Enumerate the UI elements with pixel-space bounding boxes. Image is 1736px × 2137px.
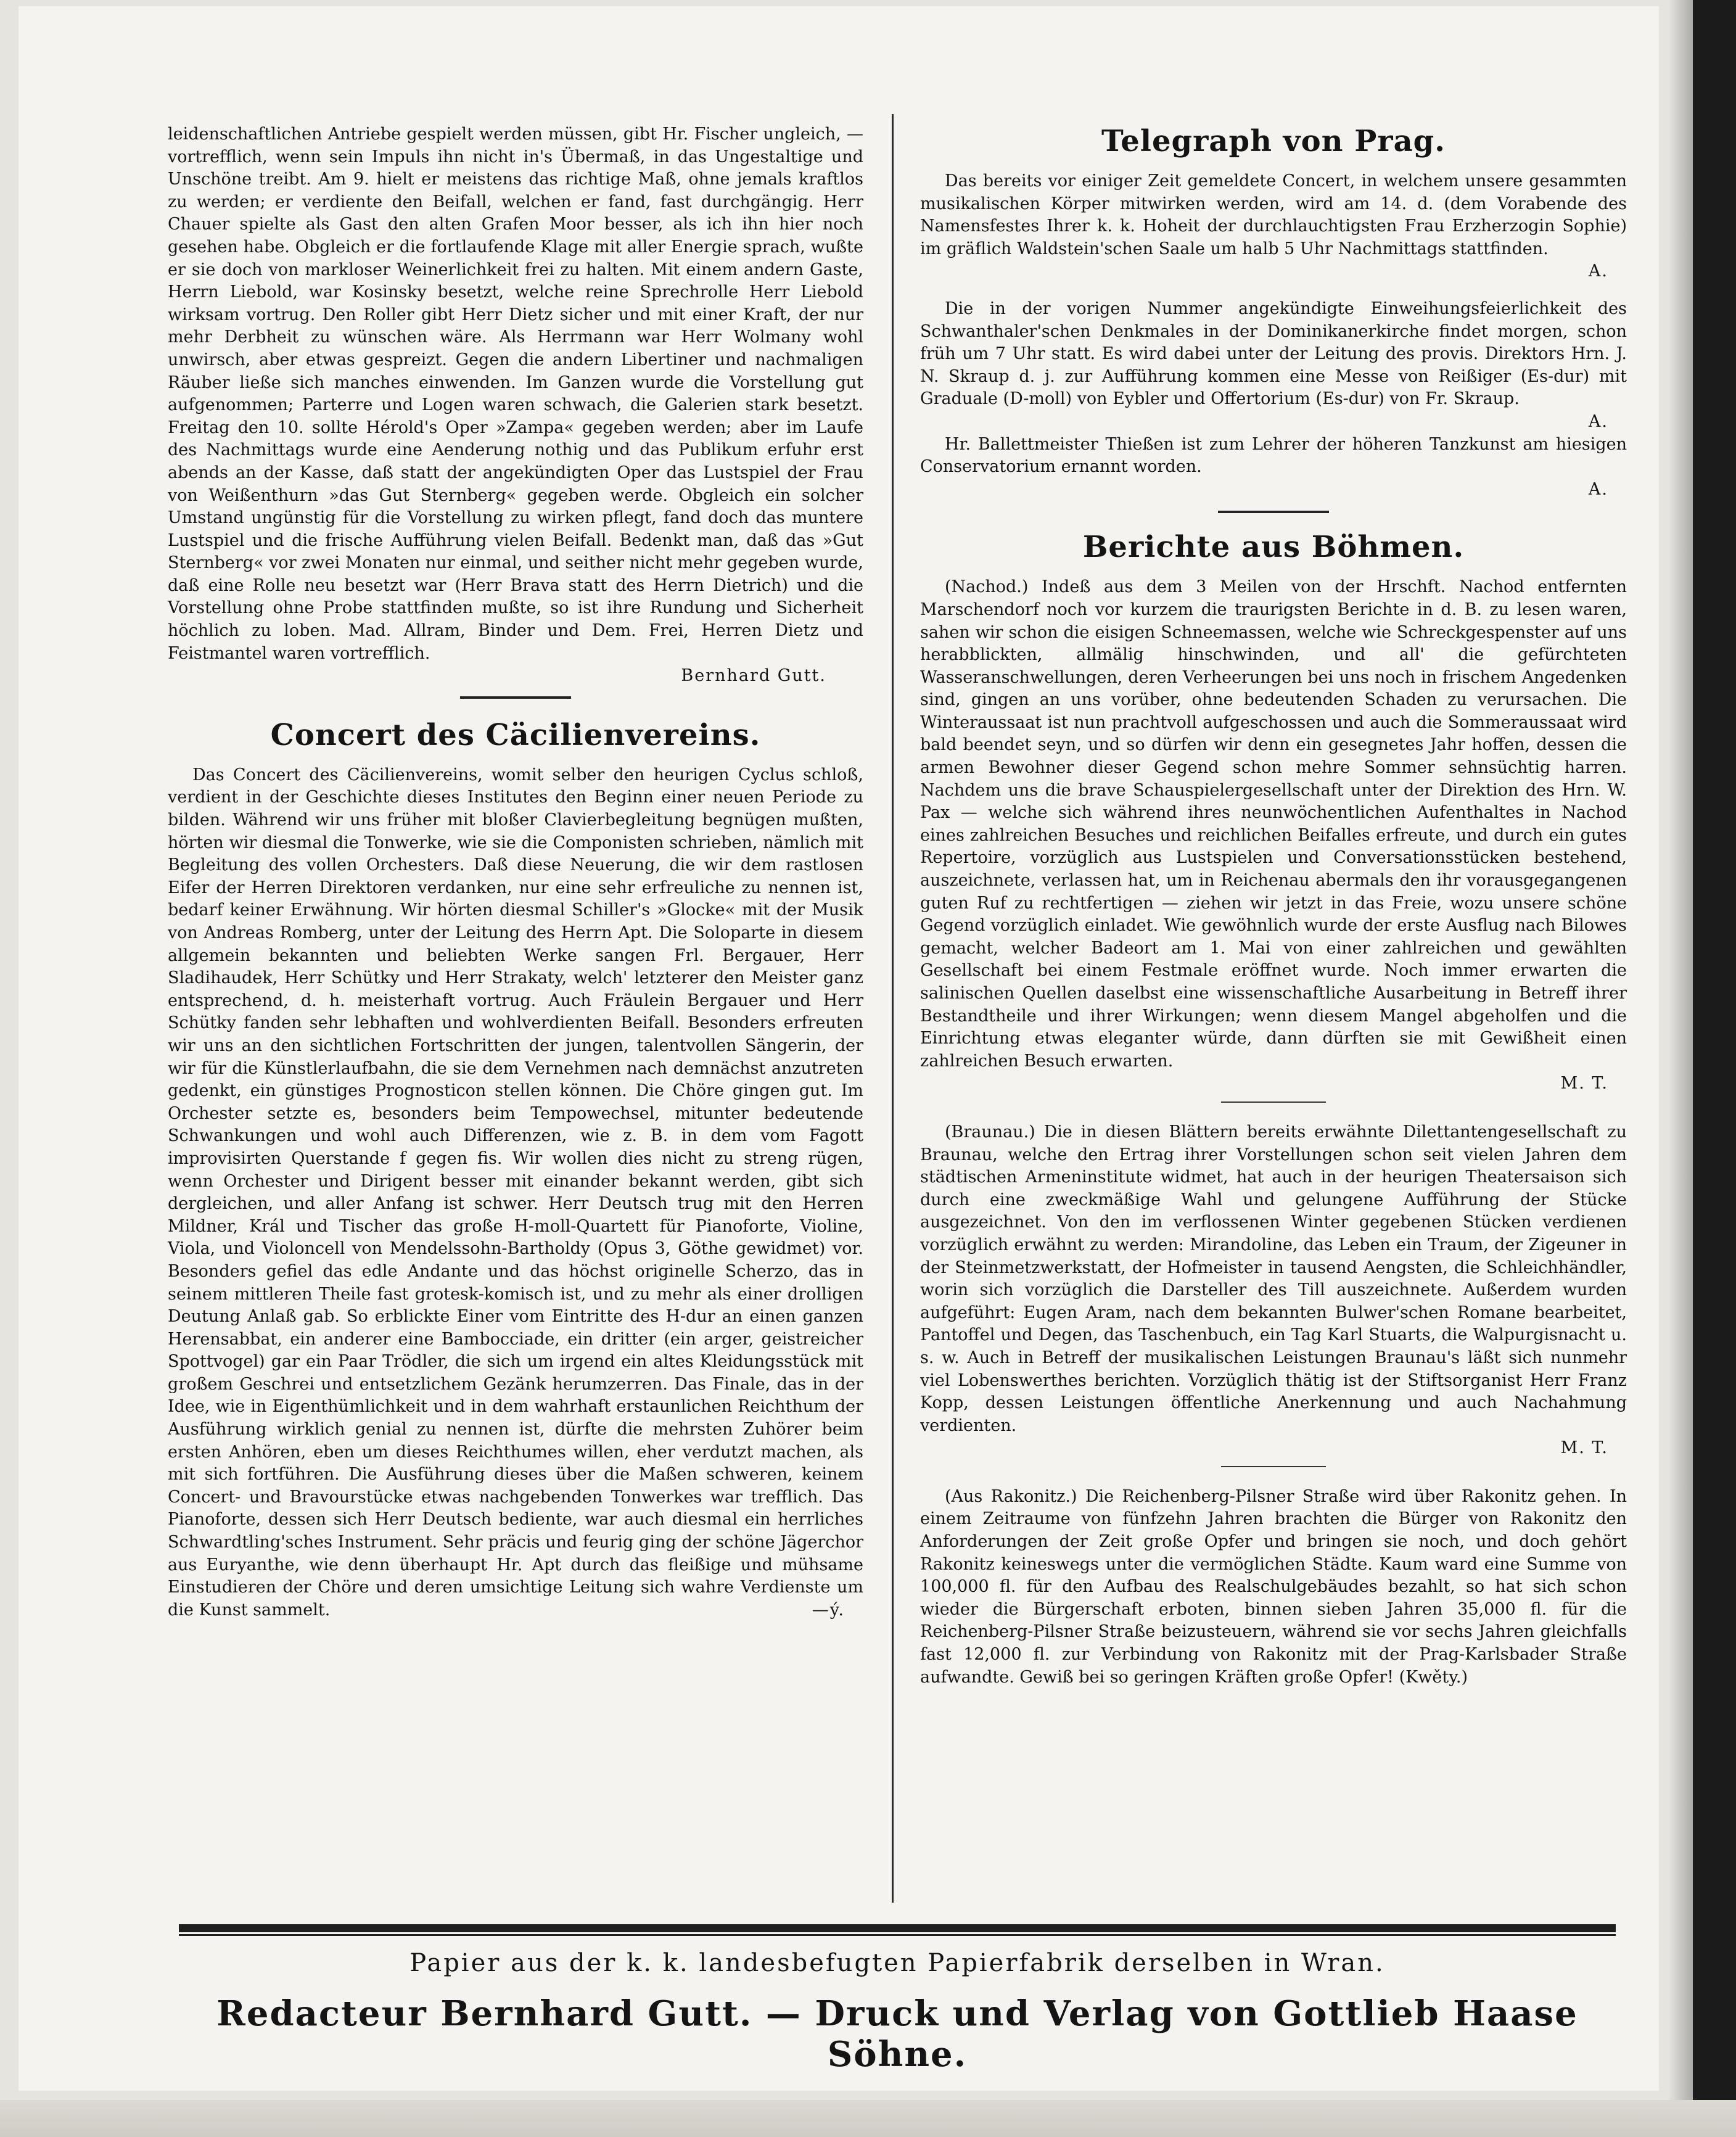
telegraph-item-signature: A. [1588, 411, 1608, 431]
report-separator [1221, 1101, 1326, 1103]
telegraph-item: Hr. Ballettmeister Thießen ist zum Lehrer der höheren Tanzkunst am hiesigen Conservatorium ernannt worden. [920, 434, 1627, 477]
left-column [168, 123, 863, 1622]
report-rakonitz: (Aus Rakonitz.) Die Reichenberg-Pilsner Straße wird über Rakonitz gehen. In einem Zeitraume von fünfzehn Jahren brachten die Bürger von Rakonitz den Anforderungen der Zeit große Opfer und bringen sie noch, und doch gehört Rakonitz keineswegs unter die vermöglichen Städte. Kaum ward eine Summe von 100,000 fl. für den Aufbau des Realschulgebäudes bezahlt, so hat sich schon wieder die Bürgerschaft erboten, binnen sieben Jahren 35,000 fl. für die Reichenberg-Pilsner Straße beizusteuern, während sie vor sechs Jahren gleichfalls fast 12,000 fl. zur Verbindung von Rakonitz mit der Prag-Karlsbader Straße aufwandte. Gewiß bei so geringen Kräften große Opfer! (Kwěty.) [920, 1486, 1627, 1687]
section-rule [460, 696, 571, 699]
scan-edge-right [1693, 0, 1736, 2137]
theatre-review-text: leidenschaftlichen Antriebe gespielt werden müssen, gibt Hr. Fischer ungleich, — vortrefflich, wenn sein Impuls ihn nicht in's Übermaß, in das Ungestaltige und Unschöne treibt. Am 9. hielt er meistens das richtige Maß, ohne jemals kraftlos zu werden; er verdiente den Beifall, welchen er fand, fast durchgängig. Herr Chauer spielte als Gast den alten Grafen Moor besser, als ich ihn hier noch gesehen habe. Obgleich er die fortlaufende Klage mit aller Energie sprach, wußte er sie doch von markloser Weinerlichkeit frei zu halten. Mit einem andern Gaste, Herrn Liebold, war Kosinsky besetzt, welche reine Sprechrolle Herr Liebold wirksam vortrug. Den Roller gibt Herr Dietz sicher und mit einer Kraft, der nur mehr Derbheit zu wünschen wäre. Als Herrmann war Herr Wolmany wohl unwirsch, aber etwas gespreizt. Gegen die andern Libertiner und nachmaligen Räuber ließe sich manches einwenden. Im Ganzen wurde die Vorstellung gut aufgenommen; Parterre und Logen waren schwach, die Galerien stark besetzt. Freitag den 10. sollte Hérold's Oper »Zampa« gegeben werden; aber im Laufe des Nachmittags wurde eine Aenderung nothig und das Publikum erfuhr erst abends an der Kasse, daß statt der angekündigten Oper das Lustspiel der Frau von Weißenthurn »das Gut Sternberg« gegeben werde. Obgleich ein solcher Umstand ungünstig für die Vorstellung zu wirken pflegt, fand doch das muntere Lustspiel und die frische Aufführung vielen Beifall. Bedenkt man, daß das »Gut Sternberg« vor zwei Monaten nur einmal, und seither nicht mehr gegeben wurde, daß eine Rolle neu besetzt war (Herr Brava statt des Herrn Dietrich) und die Vorstellung ohne Probe stattfinden mußte, so ist ihre Rundung und Sicherheit höchlich zu loben. Mad. Allram, Binder und Dem. Frei, Herren Dietz und Feistmantel waren vortrefflich. [168, 125, 863, 663]
telegraph-item: Das bereits vor einiger Zeit gemeldete Concert, in welchem unsere gesammten musikalischen Körper mitwirken werden, wird am 14. d. (dem Vorabende des Namensfestes Ihrer k. k. Hoheit der durchlauchtigsten Frau Erzherzogin Sophie) im gräflich Waldstein'schen Saale um halb 5 Uhr Nachmittags stattfinden. [920, 171, 1627, 258]
report-braunau: (Braunau.) Die in diesen Blättern bereits erwähnte Dilettantengesellschaft zu Braunau, welche den Ertrag ihrer Vorstellungen schon seit vielen Jahren dem städtischen Armeninstitute widmet, hat auch in der heurigen Theatersaison sich durch eine zweckmäßige Wahl und gelungene Aufführung der Stücke ausgezeichnet. Von den im verflossenen Winter gegebenen Stücken verdienen vorzüglich erwähnt zu werden: Mirandoline, das Leben ein Traum, der Zigeuner in der Steinmetzwerkstatt, der Hofmeister in tausend Aengsten, die Schleichhändler, worin sich vorzüglich die Darsteller des Till auszeichnete. Außerdem wurden aufgeführt: Eugen Aram, nach dem bekannten Bulwer'schen Romane bearbeitet, Pantoffel und Degen, das Taschenbuch, ein Tag Karl Stuarts, die Walpurgisnacht u. s. w. Auch in Betreff der musikalischen Leistungen Braunau's läßt sich nunmehr viel Lobenswerthes berichten. Vorzüglich thätig ist der Stiftsorganist Herr Franz Kopp, dessen Leistungen öffentliche Anerkennung und auch Nachahmung verdienten. [920, 1122, 1627, 1435]
concert-review-text: Das Concert des Cäcilienvereins, womit selber den heurigen Cyclus schloß, verdient in der Geschichte dieses Institutes den Beginn einer neuen Periode zu bilden. Während wir uns früher mit bloßer Clavierbegleitung begnügen mußten, hörten wir diesmal die Tonwerke, wie sie die Componisten schrieben, nämlich mit Begleitung des vollen Orchesters. Daß diese Neuerung, die wir dem rastlosen Eifer der Herren Direktoren verdanken, nur eine sehr erfreuliche zu nennen ist, bedarf keiner Erwähnung. Wir hörten diesmal Schiller's »Glocke« mit der Musik von Andreas Romberg, unter der Leitung des Herrn Apt. Die Soloparte in diesem allgemein bekannten und beliebten Werke sangen Frl. Bergauer, Herr Sladihaudek, Herr Schütky und Herr Strakaty, welch' letzterer den Meister ganz entsprechend, d. h. meisterhaft vortrug. Auch Fräulein Bergauer und Herr Schütky fanden sehr lebhaften und wohlverdienten Beifall. Besonders erfreuten wir uns an den sichtlichen Fortschritten der jungen, talentvollen Sängerin, der wir für die Künstlerlaufbahn, die sie dem Vernehmen nach demnächst anzutreten gedenkt, ein günstiges Prognosticon stellen können. Die Chöre gingen gut. Im Orchester setzte es, besonders beim Tempowechsel, mitunter bedeutende Schwankungen und wohl auch Differenzen, wie z. B. in dem vom Fagott improvisirten Querstande f gegen fis. Wir wollen dies nicht zu streng rügen, wenn Orchester und Dirigent besser mit einander bekannt werden, gibt sich dergleichen, und aller Anfang ist schwer. Herr Deutsch trug mit den Herren Mildner, Král und Tischer das große H-moll-Quartett für Pianoforte, Violine, Viola, und Violoncell von Mendelssohn-Bartholdy (Opus 3, Göthe gewidmet) vor. Besonders gefiel das edle Andante und das höchst originelle Scherzo, das in seinem mittleren Theile fast grotesk-komisch ist, und zu mehr als einer drolligen Deutung Anlaß gab. So erblickte Einer vom Eintritte des H-dur an einen ganzen Herensabbat, ein anderer eine Bambocciade, ein dritter (ein arger, geistreicher Spottvogel) gar ein Paar Trödler, die sich um irgend ein altes Kleidungsstück mit großem Geschrei und entsetzlichem Gezänk herumzerren. Das Finale, das in der Idee, wie in Eigenthümlichkeit und in dem wahrhaft erstaunlichen Reichthum der Ausführung wirklich genial zu nennen ist, dürfte die mehrsten Zuhörer beim ersten Anhören, eben um dieses Reichthumes willen, eher verdutzt machen, als mit sich fortführen. Die Ausführung dieses über die Maßen schweren, keinem Concert- und Bravourstücke etwas nachgebenden Tonwerkes war trefflich. Das Pianoforte, dessen sich Herr Deutsch bediente, war auch diesmal ein herrliches Schwardtling'sches Instrument. Sehr präcis und feurig ging der schöne Jägerchor aus Euryanthe, wie denn überhaupt Hr. Apt durch das fleißige und mühsame Einstudieren der Chöre und deren umsichtige Leitung sich wahre Verdienste um die Kunst sammelt. [168, 765, 863, 1620]
paper-note: Papier aus der k. k. landesbefugten Papierfabrik derselben in Wran. [409, 1949, 1385, 1977]
section-rule [1218, 511, 1329, 513]
report-separator [1221, 1466, 1326, 1467]
reports-heading: Berichte aus Böhmen. [1082, 530, 1465, 565]
telegraph-item-signature: A. [1588, 261, 1608, 281]
footer-rule-thin [179, 1934, 1616, 1936]
report-nachod: (Nachod.) Indeß aus dem 3 Meilen von der Hrschft. Nachod entfernten Marschendorf noch vor kurzem die traurigsten Berichte in d. B. zu lesen waren, sahen wir schon die eisigen Schneemassen, welche wie Schreckgespenster auf uns herabblickten, allmälig hinschwinden, und all' die gefürchteten Wasseranschwellungen, deren Verheerungen bei uns noch in frischem Angedenken sind, gingen an uns vorüber, ohne bedeutenden Schaden zu verursachen. Die Winteraussaat ist nun prachtvoll aufgeschossen und auch die Sommeraussaat wird bald beendet seyn, und so dürfen wir denn ein gesegnetes Jahr hoffen, dessen die armen Bewohner dieser Gegend schon mehre Sommer sehnsüchtig harren. Nachdem uns die brave Schauspielergesellschaft unter der Direktion des Hrn. W. Pax — welche sich während ihres neunwöchentlichen Aufenthaltes in Nachod eines zahlreichen Besuches und reichlichen Beifalles erfreute, und durch ein gutes Repertoire, vorzüglich aus Lustspielen und Conversationsstücken bestehend, auszeichnete, verlassen hat, um in Reichenau abermals den ihr vorausgegangenen guten Ruf zu rechtfertigen — ziehen wir jetzt in das Freie, wozu unsere schöne Gegend vorzüglich einladet. Wie gewöhnlich wurde der erste Ausflug nach Bilowes gemacht, welcher Badeort am 1. Mai von einer zahlreichen und gewählten Gesellschaft bei einem Festmale eröffnet wurde. Noch immer erwarten die salinischen Quellen daselbst eine wissenschaftliche Ausarbeitung in Betreff ihrer Bestandtheile und ihrer Wirkungen; wenn diesem Mangel abgeholfen und die Einrichtung etwas eleganter würde, dann dürften sie mit Gewißheit einen zahlreichen Besuch erwarten. [920, 577, 1627, 1071]
column-divider [892, 114, 894, 1903]
footer-rule-thick [179, 1924, 1616, 1932]
report-signature: M. T. [1560, 1074, 1608, 1093]
theatre-review-signature: Bernhard Gutt. [681, 666, 826, 686]
right-column [920, 121, 1627, 1689]
scan-shadow [1668, 0, 1693, 2137]
report-signature: M. T. [1560, 1438, 1608, 1458]
telegraph-heading: Telegraph von Prag. [1101, 124, 1446, 159]
scan-edge-bottom [0, 2100, 1736, 2137]
telegraph-item: Die in der vorigen Nummer angekündigte Einweihungsfeierlichkeit des Schwanthaler'schen Denkmales in der Dominikanerkirche findet morgen, schon früh um 7 Uhr statt. Es wird dabei unter der Leitung des provis. Direktors Hrn. J. N. Skraup d. j. zur Aufführung kommen eine Messe von Reißiger (Es-dur) mit Graduale (D-moll) von Eybler und Offertorium (Es-dur) von Fr. Skraup. [920, 299, 1627, 409]
concert-review-signature: —ý. [812, 1600, 845, 1620]
concert-heading: Concert des Cäcilienvereins. [270, 717, 761, 752]
telegraph-item-signature: A. [1588, 479, 1608, 499]
publisher-imprint: Redacteur Bernhard Gutt. — Druck und Verlag von Gottlieb Haase Söhne. [216, 1993, 1578, 2075]
